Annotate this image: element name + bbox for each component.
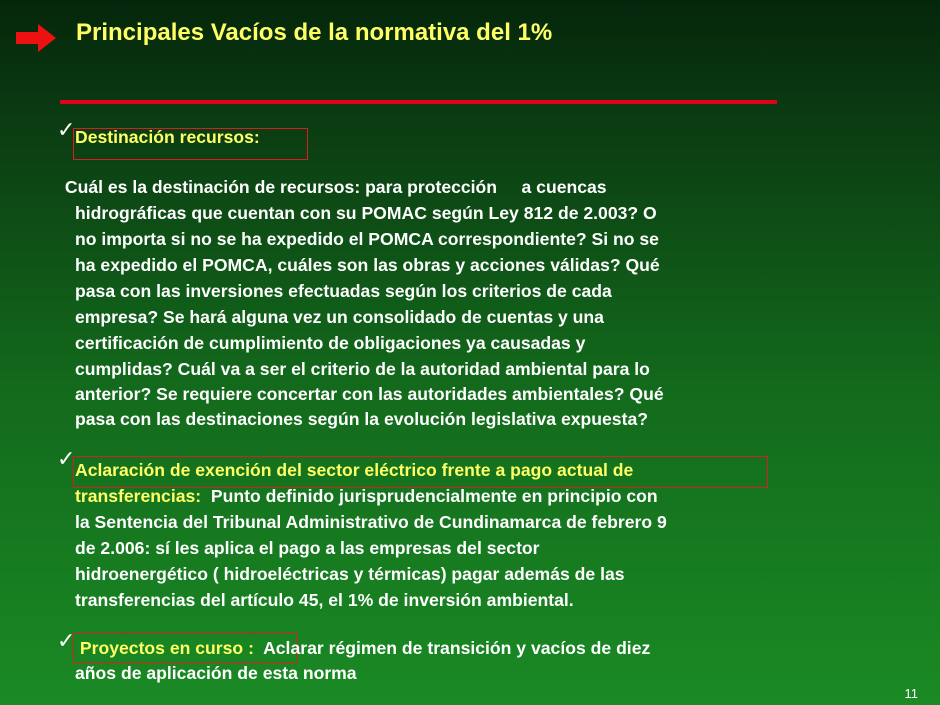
arrow-right-icon [16,24,56,52]
paragraph-line: de 2.006: sí les aplica el pago a las empresas del sector [75,538,540,558]
checkmark-icon: ✓ [57,447,76,472]
paragraph-line: empresa? Se hará alguna vez un consolidado de cuentas y una [75,307,604,327]
paragraph-line: anterior? Se requiere concertar con las autoridades ambientales? Qué [75,384,664,404]
paragraph-line: no importa si no se ha expedido el POMCA correspondiente? Si no se [75,229,659,249]
paragraph-text: Punto definido jurisprudencialmente en principio con [201,486,658,506]
slide-title: Principales Vacíos de la normativa del 1% [76,19,553,46]
title-underline [60,100,777,104]
paragraph-line: Cuál es la destinación de recursos: para protección a cuencas [60,177,607,197]
paragraph-line: transferencias del artículo 45, el 1% de inversión ambiental. [75,590,574,610]
paragraph-line: ha expedido el POMCA, cuáles son las obras y acciones válidas? Qué [75,255,660,275]
checkmark-icon: ✓ [57,629,76,654]
paragraph-line: hidrográficas que cuentan con su POMAC según Ley 812 de 2.003? O [75,203,657,223]
paragraph-line: hidroenergético ( hidroeléctricas y térmicas) pagar además de las [75,564,625,584]
page-number: 11 [904,686,918,701]
paragraph-line [75,635,650,661]
section-heading-exencion-cont: transferencias: [75,486,202,506]
section-heading-exencion: Aclaración de exención del sector eléctrico frente a pago actual de [75,460,634,480]
paragraph-text: Aclarar régimen de transición y vacíos de diez [258,638,651,658]
paragraph-line: la Sentencia del Tribunal Administrativo de Cundinamarca de febrero 9 [75,512,667,532]
paragraph-line: años de aplicación de esta norma [75,663,357,683]
paragraph-line: pasa con las inversiones efectuadas según los criterios de cada [75,281,612,301]
paragraph-line [75,483,658,509]
checkmark-icon: ✓ [57,118,76,143]
paragraph-line: cumplidas? Cuál va a ser el criterio de la autoridad ambiental para lo [75,359,650,379]
paragraph-line: pasa con las destinaciones según la evolución legislativa expuesta? [75,409,648,429]
paragraph-line: certificación de cumplimiento de obligaciones ya causadas y [75,333,586,353]
section-heading-destinacion: Destinación recursos: [75,127,260,147]
section-heading-proyectos: Proyectos en curso : [75,638,259,658]
